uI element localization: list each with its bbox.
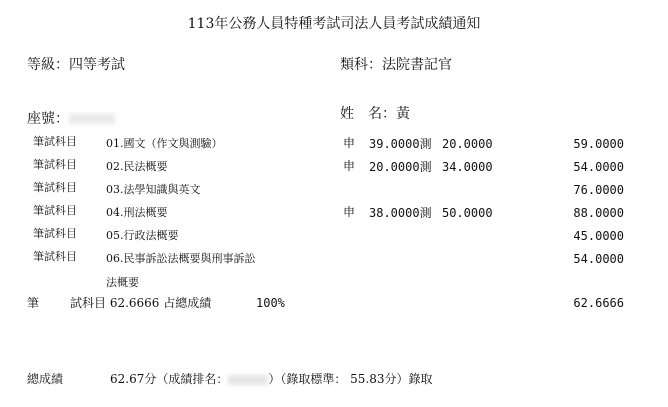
- row-label: 筆試科目: [33, 250, 77, 263]
- total-line: [110, 373, 433, 385]
- subject-score: 45.0000: [573, 229, 624, 243]
- essay-score: 38.0000測: [369, 206, 432, 220]
- row-mark: 申: [343, 136, 356, 150]
- row-label: 筆試科目: [33, 204, 77, 217]
- redacted-rank: [228, 375, 268, 385]
- subject-name: 01.國文（作文與測驗）: [106, 137, 223, 150]
- seat-label: 座號：: [27, 111, 69, 127]
- test-score: 50.0000: [442, 206, 493, 220]
- subject-name: 04.刑法概要: [106, 206, 168, 219]
- subject-name: 05.行政法概要: [106, 229, 179, 242]
- exam-category: 類科：法院書記官: [340, 57, 452, 73]
- summary-percent: 100%: [256, 296, 285, 310]
- row-label: 筆試科目: [33, 227, 77, 240]
- total-standard-text: ）（錄取標準： 55.83分）錄取: [268, 372, 433, 386]
- test-score: 34.0000: [442, 160, 493, 174]
- row-label: 筆試科目: [33, 135, 77, 148]
- subject-score: 76.0000: [573, 183, 624, 197]
- exam-grade: 等級：四等考試: [27, 57, 125, 73]
- subject-score: 54.0000: [573, 160, 624, 174]
- row-mark: 申: [343, 205, 356, 219]
- row-label: 筆試科目: [33, 158, 77, 171]
- summary-score: 62.6666: [573, 296, 624, 310]
- total-score-text: 62.67分（成績排名：: [110, 372, 229, 386]
- subject-score: 88.0000: [573, 206, 624, 220]
- essay-score: 20.0000測: [369, 160, 432, 174]
- summary-text: 試科目 62.6666 占總成績: [70, 296, 212, 310]
- seat-number: [27, 112, 115, 126]
- candidate-name: 姓 名：黃: [340, 106, 410, 122]
- subject-name: 02.民法概要: [106, 160, 168, 173]
- essay-score: 39.0000測: [369, 137, 432, 151]
- subject-name: 06.民事訴訟法概要與刑事訴訟: [106, 252, 256, 265]
- subject-name: 03.法學知識與英文: [106, 183, 201, 196]
- notice-title: 113年公務人員特種考試司法人員考試成績通知: [187, 16, 481, 32]
- summary-label: 筆: [27, 296, 40, 310]
- row-mark: 申: [343, 159, 356, 173]
- row-label: 筆試科目: [33, 181, 77, 194]
- subject-score: 54.0000: [573, 252, 624, 266]
- subject-score: 59.0000: [573, 137, 624, 151]
- test-score: 20.0000: [442, 137, 493, 151]
- total-label: 總成績: [27, 372, 64, 386]
- redacted-seat-number: [69, 114, 115, 124]
- subject-name-continued: 法概要: [106, 276, 139, 289]
